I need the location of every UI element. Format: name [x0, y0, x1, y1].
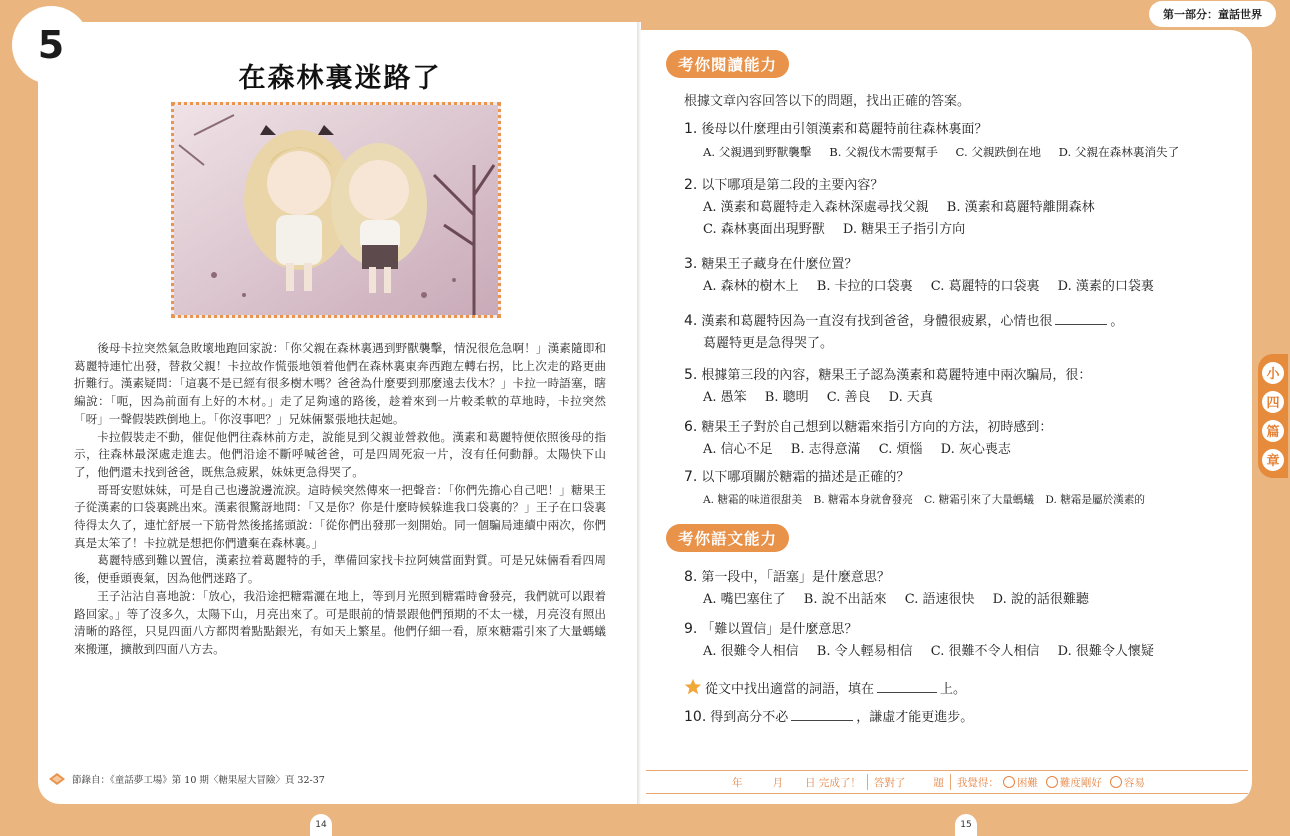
option-b[interactable]: B. 父親伐木需要幫手: [829, 145, 938, 159]
option-b[interactable]: B. 卡拉的口袋裏: [816, 279, 913, 294]
question-stem: 糖果王子對於自己想到以糖霜來指引方向的方法，初時感到：: [701, 420, 1053, 435]
question-stem-end: 。: [1110, 314, 1124, 329]
footer-day-done: 日 完成了！: [805, 776, 861, 789]
option-b[interactable]: B. 聰明: [764, 390, 809, 405]
question-number: 8.: [684, 569, 698, 585]
question-stem: 以下哪項是第二段的主要內容？: [701, 178, 884, 193]
question-number: 3.: [684, 256, 698, 272]
option-c[interactable]: C. 煩惱: [878, 442, 923, 457]
question-number: 4.: [684, 313, 698, 329]
question-4: [684, 310, 1244, 355]
question-number: 1.: [684, 121, 698, 137]
option-a[interactable]: A. 信心不足: [703, 442, 773, 457]
question-1: [684, 118, 1244, 163]
option-c[interactable]: C. 善良: [826, 390, 871, 405]
option-a[interactable]: A. 漢素和葛麗特走入森林深處尋找父親: [703, 200, 929, 215]
smiley-icon: [1110, 776, 1122, 788]
question-9: [684, 618, 1244, 663]
question-10: [684, 706, 1244, 729]
page-gutter: [637, 22, 641, 804]
question-7: [684, 466, 1244, 511]
option-d[interactable]: D. 灰心喪志: [940, 442, 1011, 457]
star-task-text-end: 上。: [940, 682, 967, 697]
face-hard-option[interactable]: 困難: [1003, 775, 1038, 790]
option-b[interactable]: B. 志得意滿: [790, 442, 861, 457]
progress-footer: [646, 770, 1248, 794]
question-3: [684, 253, 1244, 298]
option-b[interactable]: B. 糖霜本身就會發亮: [813, 494, 913, 506]
option-c[interactable]: C. 很難不令人相信: [930, 644, 1040, 659]
language-section-title: 考你語文能力: [666, 524, 789, 552]
question-stem-continued: 葛麗特更是急得哭了。: [703, 336, 834, 351]
question-stem: 根據第三段的內容，糖果王子認為漢素和葛麗特連中兩次騙局，很：: [701, 368, 1092, 383]
answer-blank[interactable]: [1055, 324, 1107, 325]
option-a[interactable]: A. 嘴巴塞住了: [703, 592, 786, 607]
side-tab-char: 四: [1262, 391, 1284, 413]
footer-feeling: 我覺得：: [956, 776, 999, 789]
option-d[interactable]: D. 很難令人懷疑: [1057, 644, 1154, 659]
page-number-left: 14: [310, 814, 332, 836]
question-stem: 後母以什麼理由引領漢素和葛麗特前往森林裏面？: [701, 122, 988, 137]
footer-unit: 題: [933, 776, 944, 789]
source-text: 節錄自：《童話夢工場》第 10 期〈糖果屋大冒險〉頁 32-37: [72, 775, 325, 786]
answer-blank[interactable]: [791, 720, 853, 721]
option-c[interactable]: C. 森林裏面出現野獸: [703, 222, 825, 237]
question-stem: 糖果王子藏身在什麼位置？: [701, 257, 858, 272]
smiley-icon: [1003, 776, 1015, 788]
star-task: [684, 678, 1244, 701]
option-c[interactable]: C. 糖霜引來了大量螞蟻: [924, 494, 1034, 506]
question-stem: 得到高分不必: [710, 710, 789, 725]
question-stem: 漢素和葛麗特因為一直沒有找到爸爸，身體很疲累，心情也很: [701, 314, 1053, 329]
story-title: 在森林裏迷路了: [238, 63, 442, 94]
question-number: 9.: [684, 621, 698, 637]
story-paragraph: 王子沾沾自喜地說：「放心，我沿途把糖霜灑在地上，等到月光照到糖霜時會發亮，我們就可以跟着路回家。」等了沒多久，太陽下山，月亮出來了。可是眼前的情景跟他們預期的不太一樣，月亮沒有照出清晰的路徑，只見四面八方都閃着點點銀光，有如天上繁星。他們仔細一看，原來糖霜引來了大量螞蟻來搬運，擴散到四面八方去。: [74, 588, 606, 656]
side-tab-char: 章: [1262, 449, 1284, 471]
star-icon: [684, 678, 702, 696]
story-text: [74, 340, 606, 659]
option-d[interactable]: D. 漢素的口袋裏: [1057, 279, 1154, 294]
option-d[interactable]: D. 父親在森林裏消失了: [1058, 145, 1180, 159]
question-5: [684, 364, 1244, 409]
question-number: 6.: [684, 419, 698, 435]
book-icon: [48, 772, 66, 786]
story-paragraph: 卡拉假裝走不動，催促他們往森林前方走，說能見到父親並營救他。漢素和葛麗特便依照後母的指示，往森林最深處走進去。他們沿途不斷呼喊爸爸，可是四周死寂一片，沒有任何動靜。太陽快下山了，他們還未找到爸爸，既焦急疲累，妹妹更急得哭了。: [74, 429, 606, 479]
option-c[interactable]: C. 父親跌倒在地: [955, 145, 1041, 159]
option-a[interactable]: A. 愚笨: [703, 390, 747, 405]
answer-blank[interactable]: [877, 692, 937, 693]
option-d[interactable]: D. 糖霜是屬於漢素的: [1045, 494, 1145, 506]
star-task-text: 從文中找出適當的詞語，填在: [705, 682, 875, 697]
chapter-badge: [12, 6, 90, 84]
reading-section-title: 考你閱讀能力: [666, 50, 789, 78]
option-b[interactable]: B. 令人輕易相信: [816, 644, 913, 659]
instruction-text: 根據文章內容回答以下的問題，找出正確的答案。: [684, 94, 971, 109]
question-stem: 「難以置信」是什麼意思？: [701, 622, 858, 637]
two-girls-illustration-icon: [174, 105, 498, 315]
option-b[interactable]: B. 漢素和葛麗特離開森林: [946, 200, 1095, 215]
footer-score: 答對了: [873, 776, 906, 789]
question-number: 2.: [684, 177, 698, 193]
option-a[interactable]: A. 父親遇到野獸襲擊: [703, 145, 812, 159]
option-a[interactable]: A. 森林的樹木上: [703, 279, 799, 294]
story-illustration: [171, 102, 501, 318]
question-8: [684, 566, 1244, 611]
option-c[interactable]: C. 語速很快: [904, 592, 975, 607]
side-tab-char: 篇: [1262, 420, 1284, 442]
option-c[interactable]: C. 葛麗特的口袋裏: [930, 279, 1040, 294]
question-stem: 第一段中，「語塞」是什麼意思？: [701, 570, 890, 585]
question-stem: 以下哪項關於糖霜的描述是正確的？: [701, 470, 910, 485]
side-tab-grade: [1258, 354, 1288, 478]
source-citation: [48, 772, 325, 786]
side-tab-char: 小: [1262, 362, 1284, 384]
option-d[interactable]: D. 說的話很難聽: [992, 592, 1089, 607]
question-6: [684, 416, 1244, 461]
footer-month: 月: [772, 776, 783, 789]
page-number-right: 15: [955, 814, 977, 836]
question-number: 10.: [684, 709, 707, 725]
question-2: [684, 174, 1244, 241]
smiley-icon: [1046, 776, 1058, 788]
question-number: 7.: [684, 469, 698, 485]
story-paragraph: 葛麗特感到難以置信，漢素拉着葛麗特的手，準備回家找卡拉阿姨當面對質。可是兄妹倆看看四周後，便垂頭喪氣，因為他們迷路了。: [74, 553, 606, 586]
face-ok-option[interactable]: 難度剛好: [1046, 775, 1102, 790]
story-paragraph: 哥哥安慰妹妹，可是自己也邊說邊流淚。這時候突然傳來一把聲音：「你們先擔心自己吧！」糖果王子從漢素的口袋裏跳出來。漢素很驚訝地問：「又是你？你是什麼時候躲進我口袋裏的？」王子在口袋裏待得太久了，連忙舒展一下筋骨然後搖搖頭說：「從你們出發那一刻開始。同一個騙局連續中兩次，你們真是太笨了！卡拉就是想把你們遺棄在森林裏。」: [74, 482, 606, 550]
face-easy-option[interactable]: 容易: [1110, 775, 1145, 790]
footer-year: 年: [732, 776, 743, 789]
option-d[interactable]: D. 天真: [888, 390, 933, 405]
question-stem-end: ，謙虛才能更進步。: [856, 710, 974, 725]
option-b[interactable]: B. 說不出話來: [803, 592, 887, 607]
chapter-number: 5: [37, 23, 65, 67]
option-a[interactable]: A. 糖霜的味道很甜美: [703, 494, 803, 506]
story-paragraph: 後母卡拉突然氣急敗壞地跑回家說：「你父親在森林裏遇到野獸襲擊，情況很危急啊！」漢素隨即和葛麗特連忙出發，替救父親！卡拉故作慌張地領着他們在森林裏東奔西跑左轉右拐，比上次走的路更曲折難行。漢素疑問：「這裏不是已經有很多樹木嗎？爸爸為什麼要到那麼遠去伐木？」卡拉一時語塞，瞎編說：「呃，因為前面有上好的木材。」走了足夠遠的路後，趁着來到一片較柔軟的草地時，卡拉突然「呀」一聲假裝跌倒地上。「你沒事吧？」兄妹倆緊張地扶起她。: [74, 341, 606, 426]
part-header-tag: 第一部分：童話世界: [1149, 1, 1276, 27]
question-number: 5.: [684, 367, 698, 383]
option-a[interactable]: A. 很難令人相信: [703, 644, 799, 659]
option-d[interactable]: D. 糖果王子指引方向: [842, 222, 966, 237]
